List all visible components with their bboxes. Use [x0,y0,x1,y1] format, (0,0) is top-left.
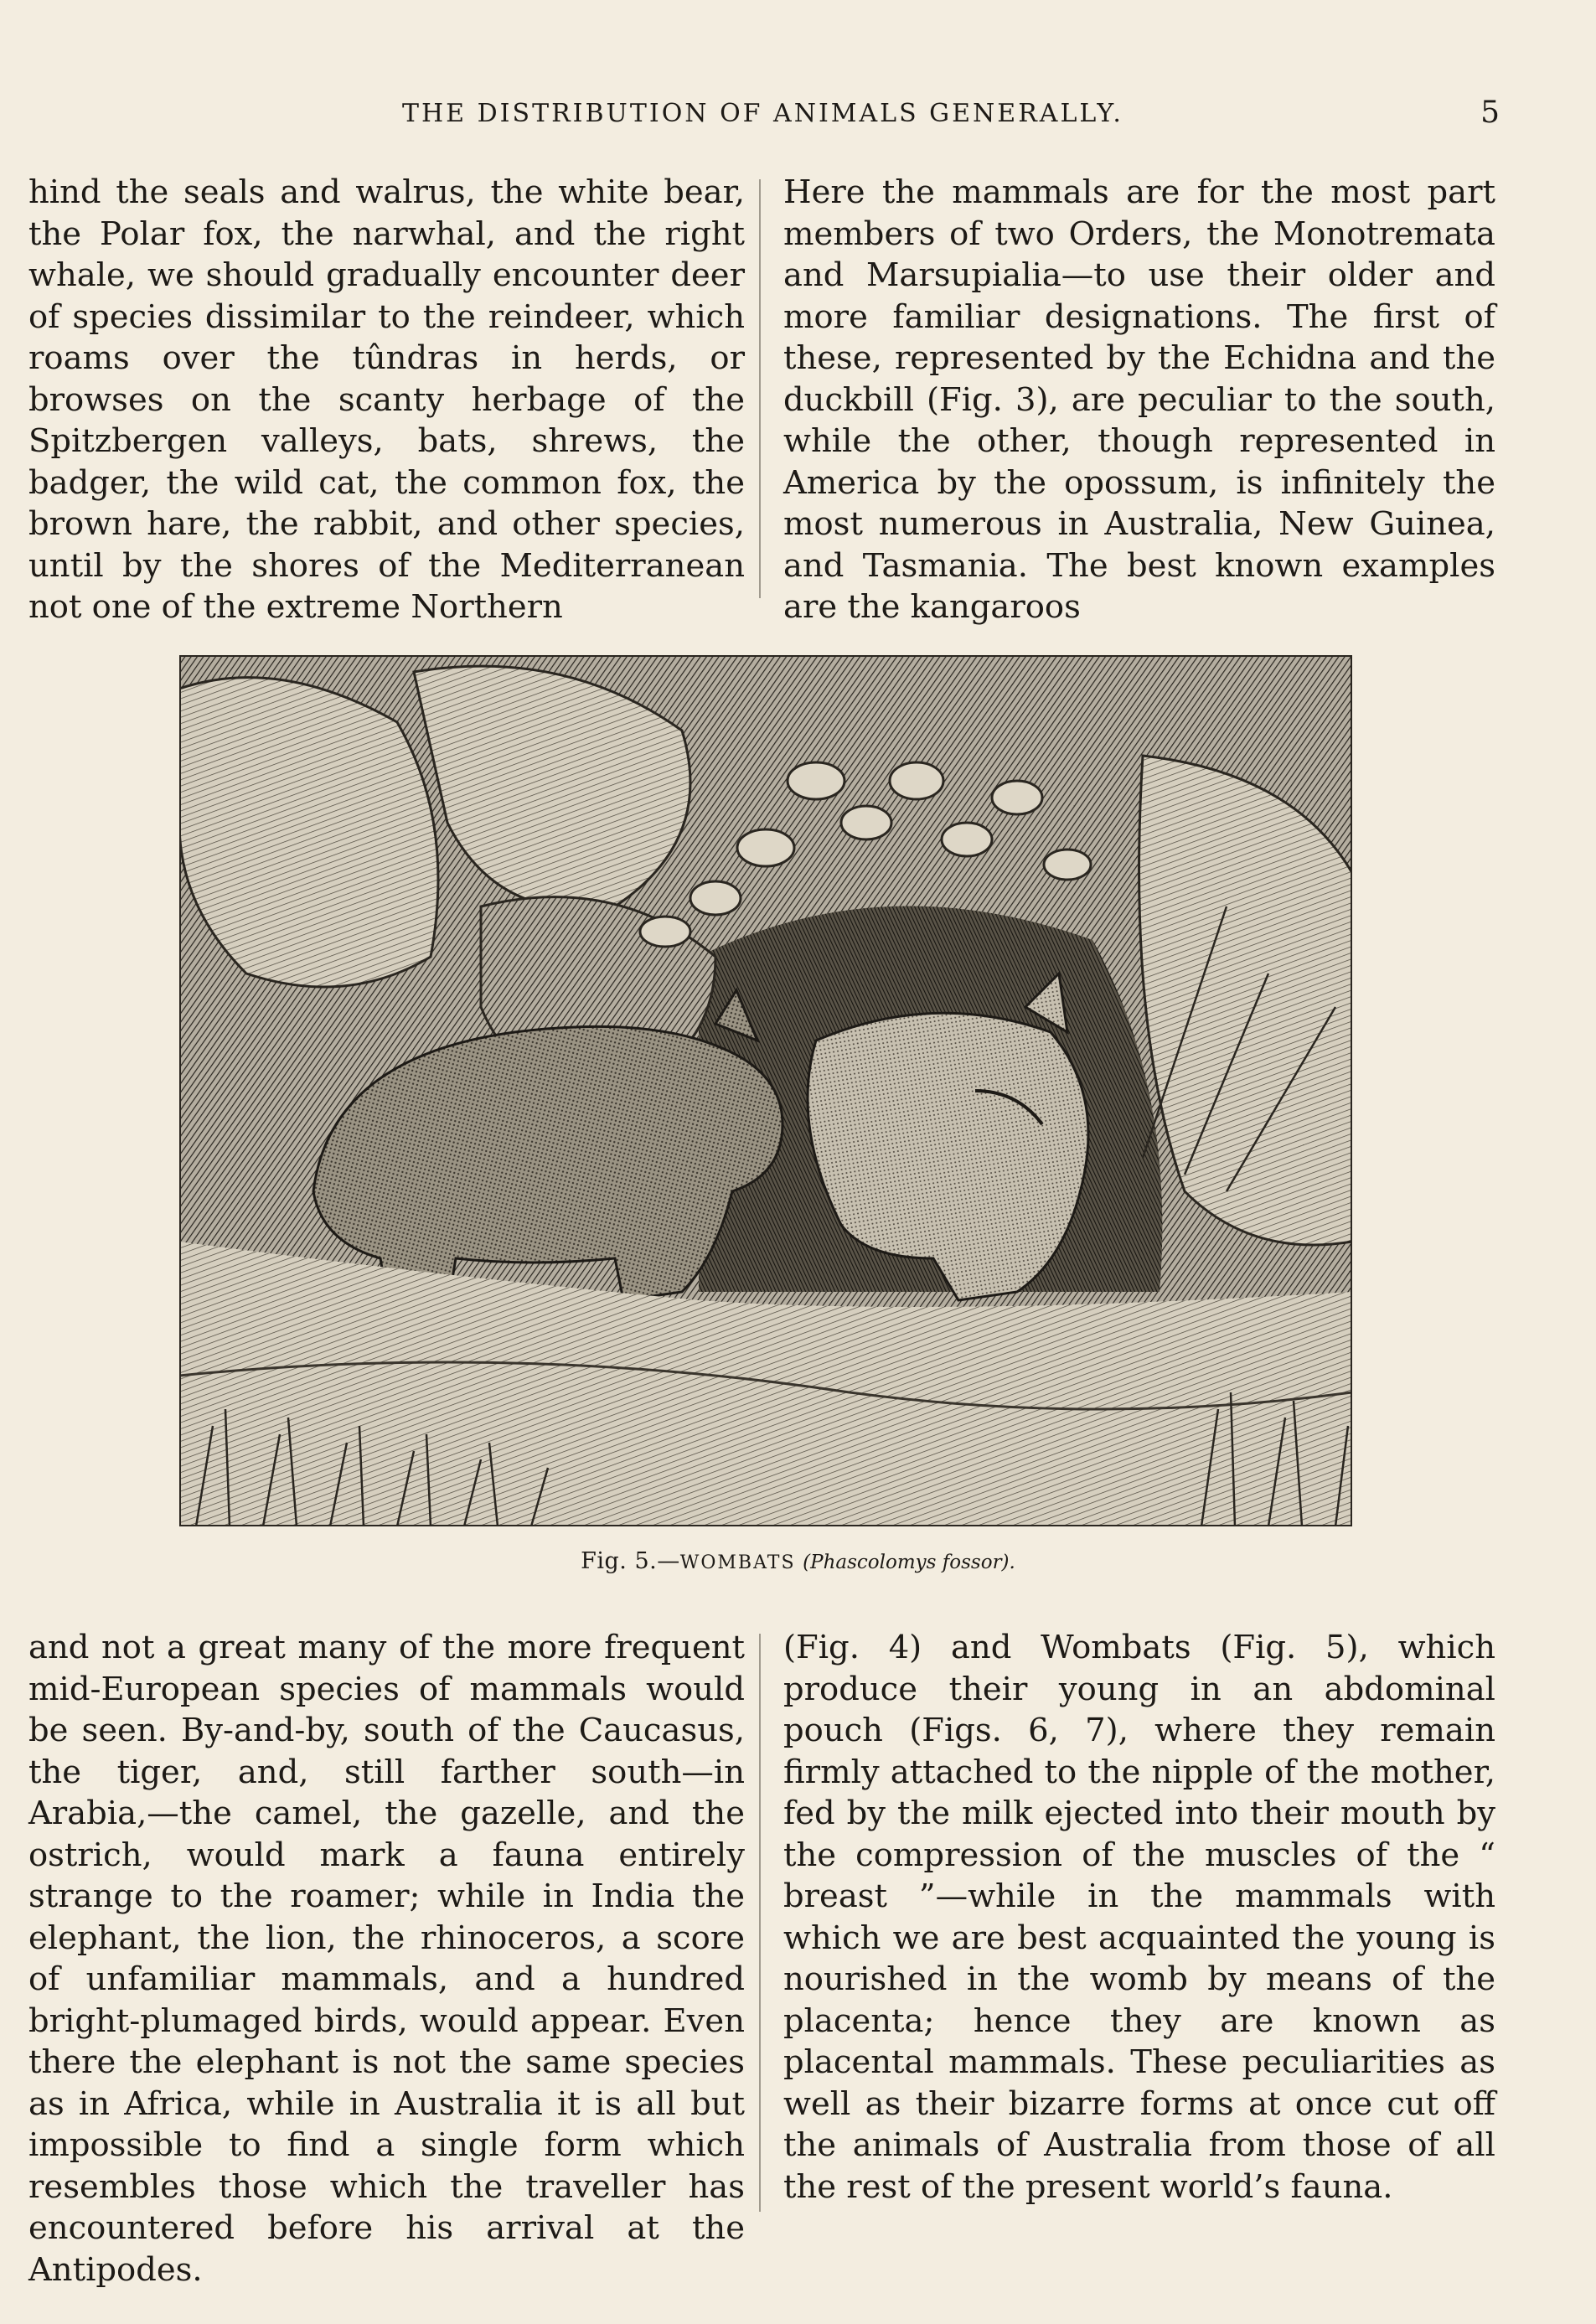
text-column-left-top [28,172,745,628]
figure-caption [0,1548,1596,1574]
figure-name: WOMBATS [679,1552,796,1573]
paragraph-left-bottom: and not a great many of the more frequent mid-European species of mammals would be seen. By-and-by, south of the Caucasus, the tiger, and, still farther south—in Arabia,—the camel, the gazelle, and the ostrich, would mark a fauna entirely strange to the roamer; while in India the elephant, the lion, the rhinoceros, a score of unfamiliar mammals, and a hundred bright-plumaged birds, would appear. Even there the elephant is not the same species as in Africa, while in Australia it is all but impossible to find a single form which resembles those which the traveller has encountered before his arrival at the Antipodes. [28,1629,745,2289]
page-number: 5 [1480,96,1500,130]
text-column-right-bottom [783,1627,1495,2208]
text-column-left-bottom [28,1627,745,2290]
column-rule-bottom [759,1634,761,2212]
paragraph-right-bottom: (Fig. 4) and Wombats (Fig. 5), which produce their young in an abdominal pouch (Figs. 6, 7), where they remain firmly attached to the nipple of the mother, fed by the milk ejected into their mouth by the compression of the muscles of the “ breast ”—while in the mammals with which we are best acquainted the young is nourished in the womb by means of the placenta; hence they are known as placental mammals. These peculiarities as well as their bizarre forms at once cut off the animals of Australia from those of all the rest of the present world’s fauna. [783,1629,1495,2206]
wombats-engraving [179,655,1352,1526]
text-column-right-top [783,172,1495,628]
running-head [0,96,1596,139]
running-title: THE DISTRIBUTION OF ANIMALS GENERALLY. [402,99,1123,128]
paragraph-left-top: hind the seals and walrus, the white bear, the Polar fox, the narwhal, and the right whale, we should gradually encounter deer of species dissimilar to the reindeer, which roams over the tûndras in herds, or browses on the scanty herbage of the Spitzbergen valleys, bats, shrews, the badger, the wild cat, the common fox, the brown hare, the rabbit, and other species, until by the shores of the Mediterranean not one of the extreme Northern [28,173,745,626]
figure-latin-name: (Phascolomys fossor). [803,1552,1015,1573]
figure-label: Fig. 5.— [581,1548,680,1574]
paragraph-right-top: Here the mammals are for the most part members of two Orders, the Monotremata and Marsupialia—to use their older and more familiar designations. The first of these, represented by the Echidna and the duckbill (Fig. 3), are peculiar to the south, while the other, though represented in America by the opossum, is infinitely the most numerous in Australia, New Guinea, and Tasmania. The best known examples are the kangaroos [783,173,1495,626]
column-rule-top [759,179,761,598]
